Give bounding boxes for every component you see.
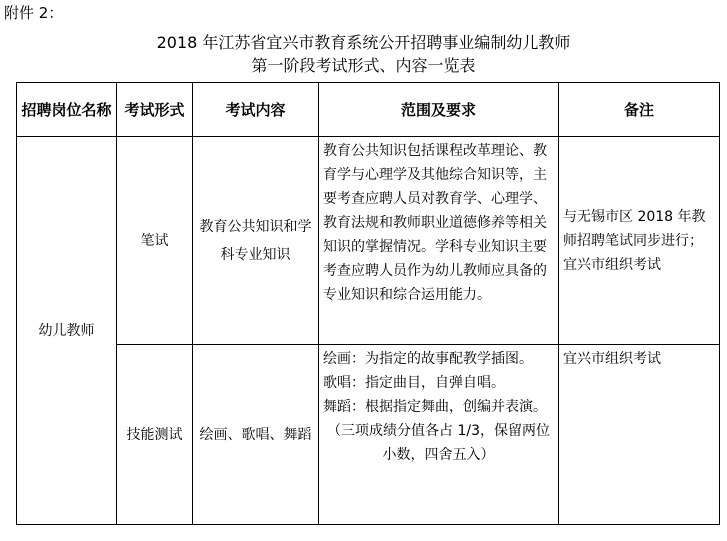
- attachment-label: 附件 2：: [4, 4, 64, 22]
- scope-cell: 教育公共知识包括课程改革理论、教育学与心理学及其他综合知识等，主要考查应聘人员对教育学、心理学、教育法规和教师职业道德修养等相关知识的掌握情况。学科专业知识主要考查应聘人员作为幼儿教师应具备的专业知识和综合运用能力。: [319, 137, 559, 345]
- note-cell: 与无锡市区 2018 年教师招聘笔试同步进行；宜兴市组织考试: [559, 137, 720, 345]
- table-row: [17, 137, 720, 345]
- document-title-line-1: 2018 年江苏省宜兴市教育系统公开招聘事业编制幼儿教师: [156, 33, 571, 52]
- format-cell: 笔试: [117, 137, 193, 345]
- header-note: 备注: [559, 83, 720, 137]
- document-title-line-2: 第一阶段考试形式、内容一览表: [251, 56, 476, 75]
- header-scope: 范围及要求: [319, 83, 559, 137]
- scope-dancing: 舞蹈：根据指定舞曲，创编并表演。: [323, 399, 547, 415]
- scope-cell: [319, 345, 559, 525]
- table-row: [17, 345, 720, 525]
- scope-singing: 歌唱：指定曲目，自弹自唱。: [323, 375, 505, 391]
- note-cell: 宜兴市组织考试: [559, 345, 720, 525]
- scope-painting: 绘画：为指定的故事配教学插图。: [323, 351, 533, 367]
- header-format: 考试形式: [117, 83, 193, 137]
- position-cell: 幼儿教师: [17, 137, 117, 525]
- content-cell: 绘画、歌唱、舞蹈: [193, 345, 319, 525]
- exam-table: [16, 82, 720, 525]
- scope-scoring-note: （三项成绩分值各占 1/3，保留两位小数，四舍五入）: [327, 423, 550, 463]
- format-cell: 技能测试: [117, 345, 193, 525]
- header-content: 考试内容: [193, 83, 319, 137]
- content-cell: 教育公共知识和学科专业知识: [193, 137, 319, 345]
- table-header-row: [17, 83, 720, 137]
- header-position: 招聘岗位名称: [17, 83, 117, 137]
